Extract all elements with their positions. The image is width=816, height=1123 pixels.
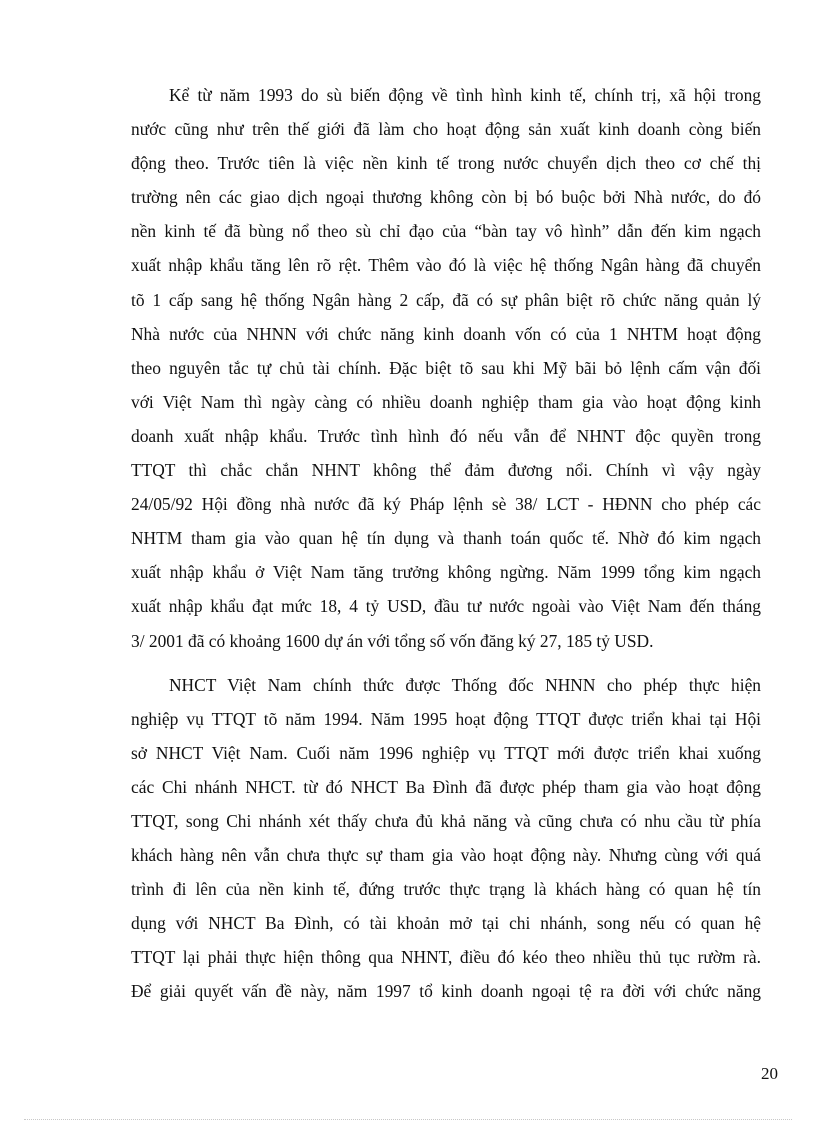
text-line: động theo. Trước tiên là việc nền kinh tế trong nước chuyển dịch theo cơ chế thị <box>131 153 761 174</box>
text-line: với Việt Nam thì ngày càng có nhiều doanh nghiệp tham gia vào hoạt động kinh <box>131 391 761 412</box>
text-line: TTQT, song Chi nhánh xét thấy chưa đủ khả năng và cũng chưa có nhu cầu từ phía <box>131 810 761 831</box>
page-bottom-border <box>24 1119 792 1120</box>
text-line: nước cũng như trên thế giới đã làm cho hoạt động sản xuất kinh doanh còng biến <box>131 119 761 140</box>
text-line: dụng với NHCT Ba Đình, có tài khoản mở tại chi nhánh, song nếu có quan hệ <box>131 913 761 934</box>
text-line: NHTM tham gia vào quan hệ tín dụng và thanh toán quốc tế. Nhờ đó kim ngạch <box>131 528 761 549</box>
text-line: xuất nhập khẩu đạt mức 18, 4 tỷ USD, đầu tư nước ngoài vào Việt Nam đến tháng <box>131 596 761 617</box>
text-line: các Chi nhánh NHCT. từ đó NHCT Ba Đình đã được phép tham gia vào hoạt động <box>131 776 761 797</box>
text-line: theo nguyên tắc tự chủ tài chính. Đặc biệt tõ sau khi Mỹ bãi bỏ lệnh cấm vận đối <box>131 357 761 378</box>
paragraph-spacer <box>131 658 761 668</box>
text-line: xuất nhập khẩu ở Việt Nam tăng trưởng không ngừng. Năm 1999 tổng kim ngạch <box>131 562 761 583</box>
text-line: trình đi lên của nền kinh tế, đứng trước thực trạng là khách hàng có quan hệ tín <box>131 879 761 900</box>
text-line: nghiệp vụ TTQT tõ năm 1994. Năm 1995 hoạt động TTQT được triển khai tại Hội <box>131 708 761 729</box>
text-line: TTQT thì chắc chắn NHNT không thể đảm đương nổi. Chính vì vậy ngày <box>131 460 761 481</box>
text-line: xuất nhập khẩu tăng lên rõ rệt. Thêm vào đó là việc hệ thống Ngân hàng đã chuyển <box>131 255 761 276</box>
text-line: NHCT Việt Nam chính thức được Thống đốc NHNN cho phép thực hiện <box>169 674 761 695</box>
text-line: trường nên các giao dịch ngoại thương không còn bị bó buộc bởi Nhà nước, do đó <box>131 187 761 208</box>
text-line: Kể từ năm 1993 do sù biến động về tình hình kinh tế, chính trị, xã hội trong <box>169 85 761 105</box>
text-line: khách hàng nên vẫn chưa thực sự tham gia vào hoạt động này. Nhưng cùng với quá <box>131 845 761 866</box>
paragraph-1 <box>131 78 761 658</box>
text-line: doanh xuất nhập khẩu. Trước tình hình đó nếu vẫn để NHNT độc quyền trong <box>131 425 761 446</box>
text-line: Để giải quyết vấn đề này, năm 1997 tổ kinh doanh ngoại tệ ra đời với chức năng <box>131 981 761 1002</box>
text-line: nền kinh tế đã bùng nổ theo sù chỉ đạo của “bàn tay vô hình” dẫn đến kim ngạch <box>131 221 761 242</box>
page-number: 20 <box>761 1064 778 1083</box>
text-line: tõ 1 cấp sang hệ thống Ngân hàng 2 cấp, đã có sự phân biệt rõ chức năng quản lý <box>131 289 761 310</box>
text-line: sở NHCT Việt Nam. Cuối năm 1996 nghiệp vụ TTQT mới được triển khai xuống <box>131 742 761 763</box>
text-line: 24/05/92 Hội đồng nhà nước đã ký Pháp lệnh sè 38/ LCT - HĐNN cho phép các <box>131 494 761 515</box>
text-line: Nhà nước của NHNN với chức năng kinh doanh vốn có của 1 NHTM hoạt động <box>131 323 761 344</box>
text-line: 3/ 2001 đã có khoảng 1600 dự án với tổng số vốn đăng ký 27, 185 tỷ USD. <box>131 630 654 651</box>
paragraph-2 <box>131 668 761 1009</box>
text-line: TTQT lại phải thực hiện thông qua NHNT, điều đó kéo theo nhiều thủ tục rườm rà. <box>131 947 761 968</box>
body-text <box>131 78 761 1009</box>
